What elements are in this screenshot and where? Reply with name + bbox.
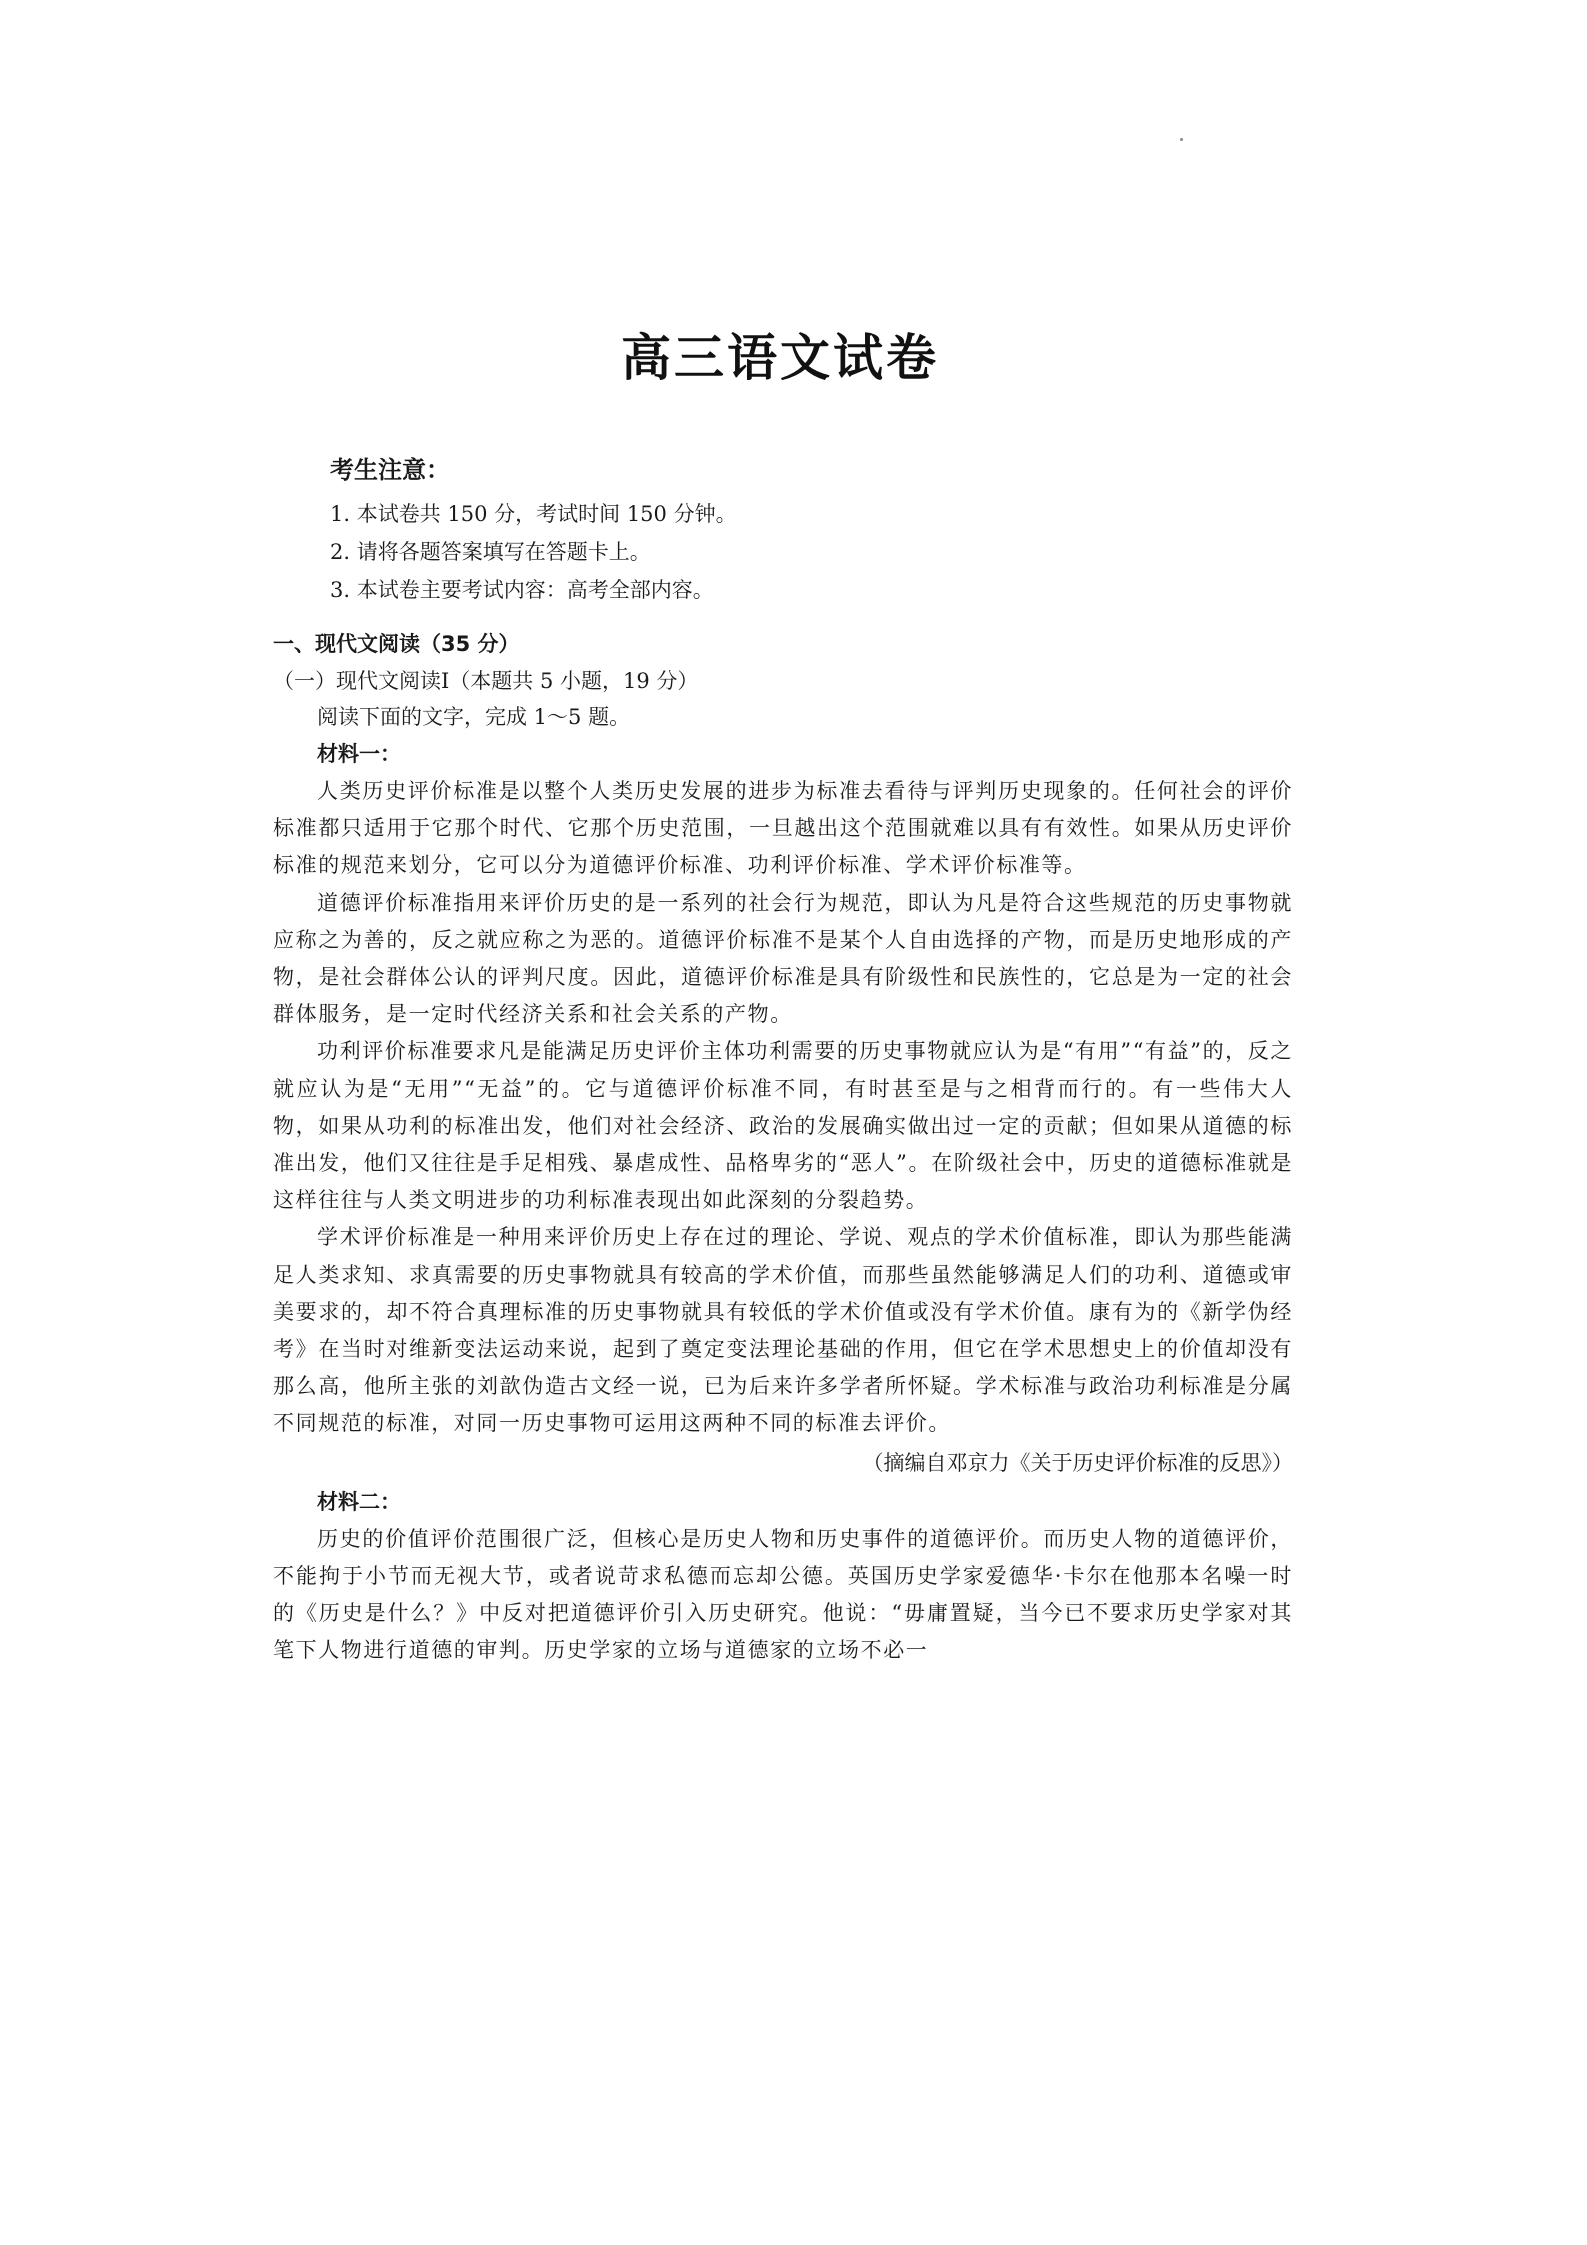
material-two-label: 材料二： (317, 1489, 401, 1514)
notice-item: 3. 本试卷主要考试内容：高考全部内容。 (330, 578, 714, 602)
scan-speck (1180, 138, 1183, 141)
notice-heading: 考生注意： (330, 456, 450, 484)
material-two-paragraph: 历史的价值评价范围很广泛，但核心是历史人物和历史事件的道德评价。而历史人物的道德评价，不能拘于小节而无视大节，或者说苛求私德而忘却公德。英国历史学家爱德华·卡尔在他那本名噪一时的《历史是什么？》中反对把道德评价引入历史研究。他说：“毋庸置疑，当今已不要求历史学家对其笔下人物进行道德的审判。历史学家的立场与道德家的立场不必一 (273, 1526, 1293, 1663)
material-one-paragraph: 功利评价标准要求凡是能满足历史评价主体功利需要的历史事物就应认为是“有用”“有益”的，反之就应认为是“无用”“无益”的。它与道德评价标准不同，有时甚至是与之相背而行的。有一些伟大人物，如果从功利的标准出发，他们对社会经济、政治的发展确实做出过一定的贡献；但如果从道德的标准出发，他们又往往是手足相残、暴虐成性、品格卑劣的“恶人”。在阶级社会中，历史的道德标准就是这样往往与人类文明进步的功利标准表现出如此深刻的分裂趋势。 (273, 1039, 1293, 1213)
material-one-paragraph: 学术评价标准是一种用来评价历史上存在过的理论、学说、观点的学术价值标准，即认为那些能满足人类求知、求真需要的历史事物就具有较高的学术价值，而那些虽然能够满足人们的功利、道德或审美要求的，却不符合真理标准的历史事物就具有较低的学术价值或没有学术价值。康有为的《新学伪经考》在当时对维新变法运动来说，起到了奠定变法理论基础的作用，但它在学术思想史上的价值却没有那么高，他所主张的刘歆伪造古文经一说，已为后来许多学者所怀疑。学术标准与政治功利标准是分属不同规范的标准，对同一历史事物可运用这两种不同的标准去评价。 (273, 1225, 1293, 1436)
material-one-paragraph: 人类历史评价标准是以整个人类历史发展的进步为标准去看待与评判历史现象的。任何社会的评价标准都只适用于它那个时代、它那个历史范围，一旦越出这个范围就难以具有有效性。如果从历史评价标准的规范来划分，它可以分为道德评价标准、功利评价标准、学术评价标准等。 (273, 779, 1293, 878)
material-one-label: 材料一： (317, 742, 401, 766)
material-one-source: （摘编自邓京力《关于历史评价标准的反思》） (862, 1450, 1293, 1475)
candidate-notice (330, 450, 1230, 609)
section-modern-reading (273, 625, 1293, 1669)
section-heading: 一、现代文阅读（35 分） (273, 632, 520, 656)
reading-instruction: 阅读下面的文字，完成 1～5 题。 (317, 705, 631, 729)
notice-item: 2. 请将各题答案填写在答题卡上。 (330, 540, 651, 564)
material-one-paragraph: 道德评价标准指用来评价历史的是一系列的社会行为规范，即认为凡是符合这些规范的历史事物就应称之为善的，反之就应称之为恶的。道德评价标准不是某个人自由选择的产物，而是历史地形成的产物，是社会群体公认的评判尺度。因此，道德评价标准是具有阶级性和民族性的，它总是为一定的社会群体服务，是一定时代经济关系和社会关系的产物。 (273, 890, 1293, 1027)
exam-title: 高三语文试卷 (621, 329, 939, 387)
notice-item: 1. 本试卷共 150 分，考试时间 150 分钟。 (330, 502, 737, 526)
sub-section-heading: （一）现代文阅读Ⅰ（本题共 5 小题，19 分） (273, 669, 699, 693)
